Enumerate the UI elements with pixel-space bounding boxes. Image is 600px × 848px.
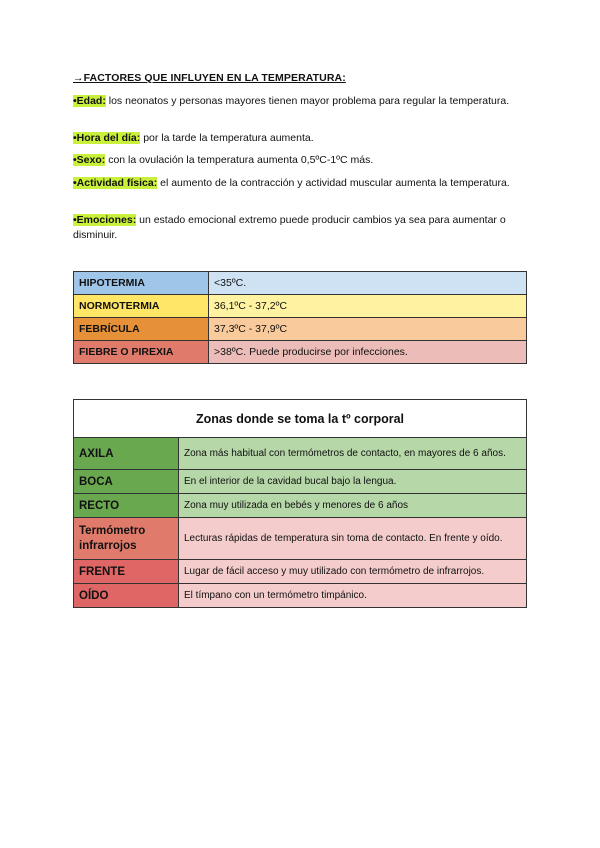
table-title: Zonas donde se toma la tº corporal	[74, 400, 527, 438]
table-row	[74, 438, 527, 470]
zone-description: Zona muy utilizada en bebés y menores de 6 años	[179, 494, 527, 518]
factor-label: •Emociones:	[73, 214, 137, 226]
temp-value: 36,1ºC - 37,2ºC	[209, 295, 527, 318]
factor-label: •Sexo:	[73, 154, 106, 166]
temp-label: HIPOTERMIA	[74, 272, 209, 295]
table-row	[74, 560, 527, 584]
table-row	[74, 470, 527, 494]
zone-description: Lugar de fácil acceso y muy utilizado con termómetro de infrarrojos.	[179, 560, 527, 584]
factor-text: los neonatos y personas mayores tienen mayor problema para regular la temperatura.	[105, 95, 510, 107]
zone-label: RECTO	[74, 494, 179, 518]
factor-text: un estado emocional extremo puede producir cambios ya sea para aumentar o disminuir.	[73, 214, 506, 241]
temp-value: <35ºC.	[209, 272, 527, 295]
factor-emociones	[73, 213, 533, 243]
table-row	[74, 341, 527, 364]
temp-label: NORMOTERMIA	[74, 295, 209, 318]
zones-table	[73, 399, 527, 608]
factor-sexo	[73, 153, 533, 168]
temp-label: FIEBRE O PIREXIA	[74, 341, 209, 364]
table-row	[74, 584, 527, 608]
factor-label: •Edad:	[73, 95, 106, 107]
factor-text: el aumento de la contracción y actividad muscular aumenta la temperatura.	[157, 177, 510, 189]
table-row	[74, 494, 527, 518]
factor-label: •Actividad física:	[73, 177, 158, 189]
table-row	[74, 272, 527, 295]
factor-text: con la ovulación la temperatura aumenta 0,5ºC-1ºC más.	[105, 154, 374, 166]
zone-description: Lecturas rápidas de temperatura sin toma de contacto. En frente y oído.	[179, 518, 527, 560]
factor-actividad	[73, 176, 533, 191]
zone-label: BOCA	[74, 470, 179, 494]
table-row	[74, 518, 527, 560]
zone-label: Termómetro infrarrojos	[74, 518, 179, 560]
table-row	[74, 318, 527, 341]
temp-value: 37,3ºC - 37,9ºC	[209, 318, 527, 341]
factor-text: por la tarde la temperatura aumenta.	[140, 132, 314, 144]
factor-hora	[73, 131, 533, 146]
zone-description: Zona más habitual con termómetros de contacto, en mayores de 6 años.	[179, 438, 527, 470]
table-title-row	[74, 400, 527, 438]
temperature-table	[73, 271, 527, 364]
zone-description: El tímpano con un termómetro timpánico.	[179, 584, 527, 608]
section-heading: →FACTORES QUE INFLUYEN EN LA TEMPERATURA:	[73, 72, 346, 84]
zone-label: FRENTE	[74, 560, 179, 584]
zone-description: En el interior de la cavidad bucal bajo la lengua.	[179, 470, 527, 494]
zone-label: OÍDO	[74, 584, 179, 608]
table-row	[74, 295, 527, 318]
temp-label: FEBRÍCULA	[74, 318, 209, 341]
zone-label: AXILA	[74, 438, 179, 470]
factor-edad	[73, 94, 533, 109]
temp-value: >38ºC. Puede producirse por infecciones.	[209, 341, 527, 364]
factor-label: •Hora del día:	[73, 132, 141, 144]
